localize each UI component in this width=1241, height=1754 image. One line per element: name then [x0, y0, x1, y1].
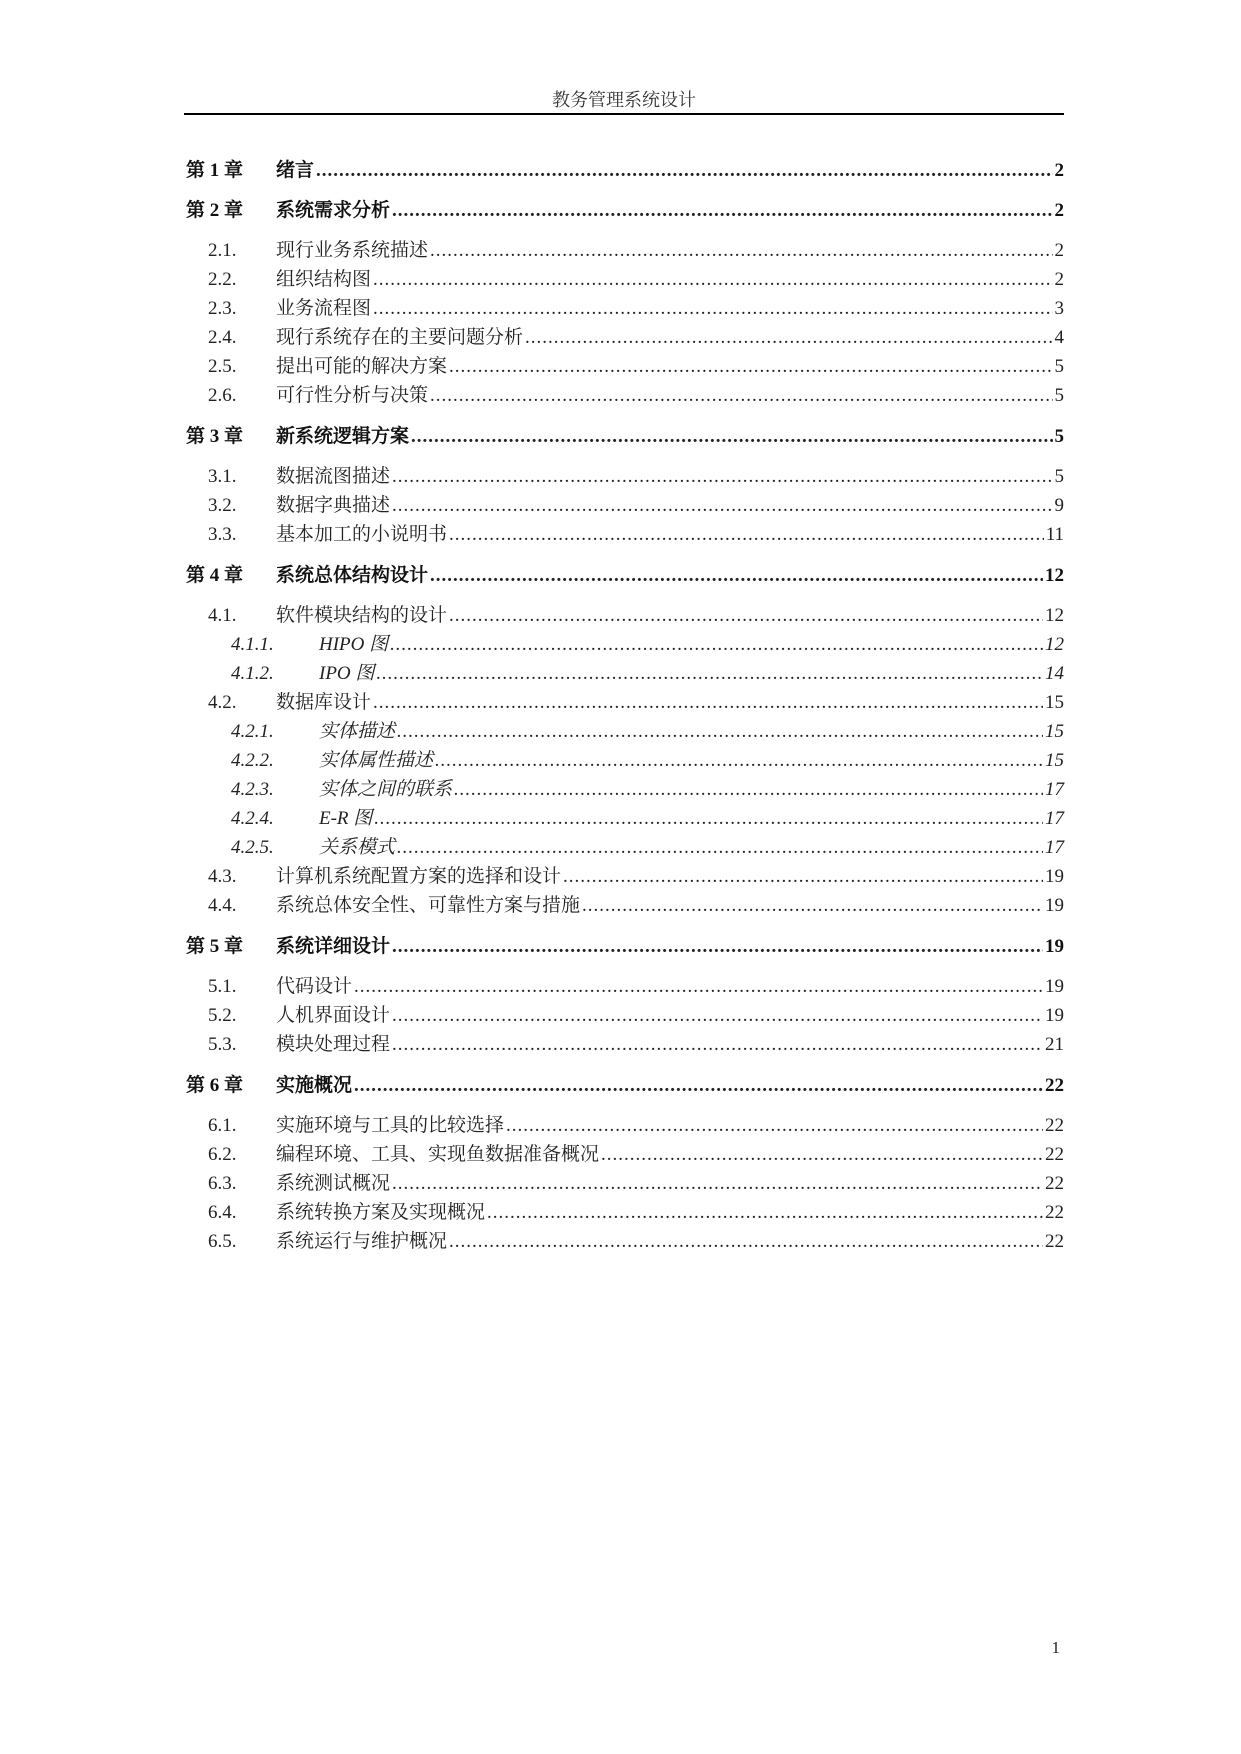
- toc-entry-number: 6.1.: [208, 1115, 237, 1136]
- toc-entry-page: 2: [1054, 160, 1064, 181]
- toc-entry-page: 19: [1045, 936, 1064, 957]
- toc-entry-title: 实体描述: [319, 721, 396, 742]
- toc-dot-leader: [582, 895, 1043, 917]
- toc-dot-leader: [374, 808, 1043, 830]
- toc-entry[interactable]: [186, 1107, 1064, 1137]
- toc-entry[interactable]: [186, 1026, 1064, 1056]
- toc-entry-title: 系统测试概况: [276, 1173, 391, 1194]
- toc-entry-title: 现行系统存在的主要问题分析: [276, 327, 524, 348]
- toc-entry[interactable]: [186, 800, 1064, 830]
- toc-entry-page: 17: [1045, 808, 1064, 829]
- toc-entry-page: 5: [1054, 466, 1064, 487]
- toc-entry[interactable]: [186, 928, 1064, 958]
- toc-entry-number: 3.1.: [208, 466, 237, 487]
- toc-entry-page: 17: [1045, 779, 1064, 800]
- toc-entry-title: 数据流图描述: [276, 466, 391, 487]
- toc-entry-title: 编程环境、工具、实现鱼数据准备概况: [276, 1144, 600, 1165]
- toc-entry-page: 22: [1045, 1202, 1064, 1223]
- toc-entry[interactable]: [186, 418, 1064, 448]
- toc-entry-page: 22: [1045, 1115, 1064, 1136]
- toc-entry[interactable]: [186, 968, 1064, 998]
- toc-dot-leader: [430, 385, 1052, 407]
- toc-entry-title: 实施概况: [276, 1075, 353, 1096]
- toc-entry-number: 第 1 章: [186, 160, 244, 181]
- toc-entry-page: 5: [1054, 356, 1064, 377]
- toc-entry-page: 12: [1045, 634, 1064, 655]
- toc-dot-leader: [392, 495, 1052, 517]
- toc-entry-page: 15: [1045, 692, 1064, 713]
- toc-entry-number: 2.5.: [208, 356, 237, 377]
- toc-dot-leader: [376, 663, 1043, 685]
- toc-entry-title: 实体之间的联系: [319, 779, 453, 800]
- toc-entry-number: 4.2.4.: [231, 808, 274, 829]
- toc-dot-leader: [397, 837, 1043, 859]
- toc-entry-page: 19: [1045, 866, 1064, 887]
- toc-entry-number: 4.2.5.: [231, 837, 274, 858]
- toc-dot-leader: [316, 160, 1052, 182]
- toc-entry[interactable]: [186, 997, 1064, 1027]
- toc-entry[interactable]: [186, 261, 1064, 291]
- toc-entry-number: 4.2.: [208, 692, 237, 713]
- toc-entry-number: 2.4.: [208, 327, 237, 348]
- toc-entry[interactable]: [186, 713, 1064, 743]
- toc-entry-title: 代码设计: [276, 976, 353, 997]
- toc-entry[interactable]: [186, 192, 1064, 222]
- toc-entry-number: 4.2.2.: [231, 750, 274, 771]
- toc-dot-leader: [392, 1034, 1043, 1056]
- toc-dot-leader: [430, 240, 1052, 262]
- toc-entry-page: 22: [1045, 1231, 1064, 1252]
- toc-dot-leader: [411, 426, 1052, 448]
- toc-dot-leader: [601, 1144, 1043, 1166]
- toc-entry[interactable]: [186, 348, 1064, 378]
- toc-dot-leader: [430, 565, 1043, 587]
- toc-entry-title: 软件模块结构的设计: [276, 605, 448, 626]
- toc-entry[interactable]: [186, 771, 1064, 801]
- toc-entry-number: 5.1.: [208, 976, 237, 997]
- toc-entry[interactable]: [186, 1165, 1064, 1195]
- toc-entry-page: 19: [1045, 1005, 1064, 1026]
- toc-entry-number: 4.1.2.: [231, 663, 274, 684]
- toc-entry-title: 新系统逻辑方案: [276, 426, 410, 447]
- toc-entry-number: 4.2.1.: [231, 721, 274, 742]
- toc-entry-title: 数据字典描述: [276, 495, 391, 516]
- toc-entry[interactable]: [186, 290, 1064, 320]
- toc-dot-leader: [373, 269, 1052, 291]
- toc-dot-leader: [449, 605, 1043, 627]
- toc-entry[interactable]: [186, 487, 1064, 517]
- toc-dot-leader: [487, 1202, 1043, 1224]
- toc-entry-title: 系统总体结构设计: [276, 565, 429, 586]
- page-header-title: 教务管理系统设计: [552, 90, 696, 110]
- toc-dot-leader: [373, 692, 1043, 714]
- toc-entry[interactable]: [186, 887, 1064, 917]
- toc-entry[interactable]: [186, 1223, 1064, 1253]
- toc-entry[interactable]: [186, 829, 1064, 859]
- toc-entry-title: 计算机系统配置方案的选择和设计: [276, 866, 562, 887]
- toc-entry-page: 22: [1045, 1075, 1064, 1096]
- toc-entry-number: 第 5 章: [186, 936, 244, 957]
- toc-entry-number: 3.2.: [208, 495, 237, 516]
- toc-dot-leader: [506, 1115, 1043, 1137]
- toc-entry[interactable]: [186, 1194, 1064, 1224]
- toc-dot-leader: [449, 1231, 1043, 1253]
- toc-entry-number: 4.4.: [208, 895, 237, 916]
- toc-entry-page: 5: [1054, 385, 1064, 406]
- toc-dot-leader: [390, 634, 1043, 656]
- toc-entry-title: E-R 图: [319, 808, 373, 829]
- toc-entry-page: 22: [1045, 1144, 1064, 1165]
- toc-entry-page: 14: [1045, 663, 1064, 684]
- toc-dot-leader: [449, 356, 1052, 378]
- toc-entry-number: 4.1.1.: [231, 634, 274, 655]
- toc-entry-page: 3: [1054, 298, 1064, 319]
- toc-entry-title: 关系模式: [319, 837, 396, 858]
- toc-entry-number: 第 2 章: [186, 200, 244, 221]
- toc-entry-number: 2.1.: [208, 240, 237, 261]
- toc-entry-title: 组织结构图: [276, 269, 372, 290]
- toc-entry[interactable]: [186, 858, 1064, 888]
- toc-entry-number: 第 3 章: [186, 426, 244, 447]
- toc-entry-title: 实施环境与工具的比较选择: [276, 1115, 505, 1136]
- toc-entry-title: 人机界面设计: [276, 1005, 391, 1026]
- toc-entry-title: 现行业务系统描述: [276, 240, 429, 261]
- toc-entry[interactable]: [186, 232, 1064, 262]
- toc-entry-page: 15: [1045, 721, 1064, 742]
- toc-entry-number: 4.2.3.: [231, 779, 274, 800]
- toc-entry-number: 2.3.: [208, 298, 237, 319]
- toc-entry[interactable]: [186, 742, 1064, 772]
- toc-dot-leader: [525, 327, 1052, 349]
- toc-entry-title: 数据库设计: [276, 692, 372, 713]
- toc-entry-number: 6.4.: [208, 1202, 237, 1223]
- toc-entry-page: 17: [1045, 837, 1064, 858]
- toc-entry-number: 6.3.: [208, 1173, 237, 1194]
- toc-entry-number: 4.1.: [208, 605, 237, 626]
- toc-entry[interactable]: [186, 377, 1064, 407]
- toc-entry[interactable]: [186, 458, 1064, 488]
- toc-entry[interactable]: [186, 516, 1064, 546]
- toc-entry-page: 19: [1045, 976, 1064, 997]
- toc-entry[interactable]: [186, 1067, 1064, 1097]
- toc-dot-leader: [397, 721, 1043, 743]
- toc-entry-title: 系统详细设计: [276, 936, 391, 957]
- toc-dot-leader: [373, 298, 1052, 320]
- toc-entry-page: 15: [1045, 750, 1064, 771]
- toc-entry-page: 12: [1045, 605, 1064, 626]
- toc-entry[interactable]: [186, 319, 1064, 349]
- toc-entry-page: 11: [1045, 524, 1064, 545]
- toc-entry-number: 第 6 章: [186, 1075, 244, 1096]
- toc-dot-leader: [435, 750, 1043, 772]
- toc-dot-leader: [563, 866, 1043, 888]
- toc-dot-leader: [392, 200, 1052, 222]
- toc-entry-title: 系统转换方案及实现概况: [276, 1202, 486, 1223]
- toc-dot-leader: [354, 1075, 1043, 1097]
- toc-entry-number: 5.2.: [208, 1005, 237, 1026]
- toc-entry-page: 2: [1054, 240, 1064, 261]
- toc-entry-page: 2: [1054, 200, 1064, 221]
- toc-entry-number: 2.2.: [208, 269, 237, 290]
- toc-entry[interactable]: [186, 152, 1064, 182]
- toc-entry-title: 系统总体安全性、可靠性方案与措施: [276, 895, 581, 916]
- toc-entry[interactable]: [186, 1136, 1064, 1166]
- toc-entry-title: 系统运行与维护概况: [276, 1231, 448, 1252]
- toc-entry-title: 系统需求分析: [276, 200, 391, 221]
- toc-entry-title: 可行性分析与决策: [276, 385, 429, 406]
- toc-entry-page: 19: [1045, 895, 1064, 916]
- toc-entry[interactable]: [186, 597, 1064, 627]
- toc-entry-page: 5: [1054, 426, 1064, 447]
- toc-entry-page: 21: [1045, 1034, 1064, 1055]
- toc-entry[interactable]: [186, 655, 1064, 685]
- toc-entry-page: 2: [1054, 269, 1064, 290]
- toc-entry-page: 4: [1054, 327, 1064, 348]
- toc-entry-number: 2.6.: [208, 385, 237, 406]
- page-number: 1: [1051, 1638, 1060, 1657]
- toc-entry-number: 4.3.: [208, 866, 237, 887]
- toc-dot-leader: [449, 524, 1044, 546]
- toc-dot-leader: [392, 936, 1043, 958]
- toc-entry-page: 22: [1045, 1173, 1064, 1194]
- toc-entry[interactable]: [186, 557, 1064, 587]
- toc-entry-title: HIPO 图: [319, 634, 389, 655]
- toc-entry-title: 实体属性描述: [319, 750, 434, 771]
- toc-entry[interactable]: [186, 684, 1064, 714]
- toc-entry-title: 提出可能的解决方案: [276, 356, 448, 377]
- toc-entry-title: 业务流程图: [276, 298, 372, 319]
- toc-entry-page: 12: [1045, 565, 1064, 586]
- toc-entry-title: 模块处理过程: [276, 1034, 391, 1055]
- toc-entry-page: 9: [1054, 495, 1064, 516]
- toc-dot-leader: [392, 1005, 1043, 1027]
- toc-dot-leader: [454, 779, 1043, 801]
- toc-entry-number: 第 4 章: [186, 565, 244, 586]
- toc-entry-number: 6.5.: [208, 1231, 237, 1252]
- toc-entry-number: 6.2.: [208, 1144, 237, 1165]
- toc-entry[interactable]: [186, 626, 1064, 656]
- toc-dot-leader: [354, 976, 1043, 998]
- toc-dot-leader: [392, 466, 1052, 488]
- toc-entry-number: 3.3.: [208, 524, 237, 545]
- toc-entry-title: 绪言: [276, 160, 315, 181]
- toc-entry-title: 基本加工的小说明书: [276, 524, 448, 545]
- toc-entry-title: IPO 图: [319, 663, 375, 684]
- toc-entry-number: 5.3.: [208, 1034, 237, 1055]
- toc-dot-leader: [392, 1173, 1043, 1195]
